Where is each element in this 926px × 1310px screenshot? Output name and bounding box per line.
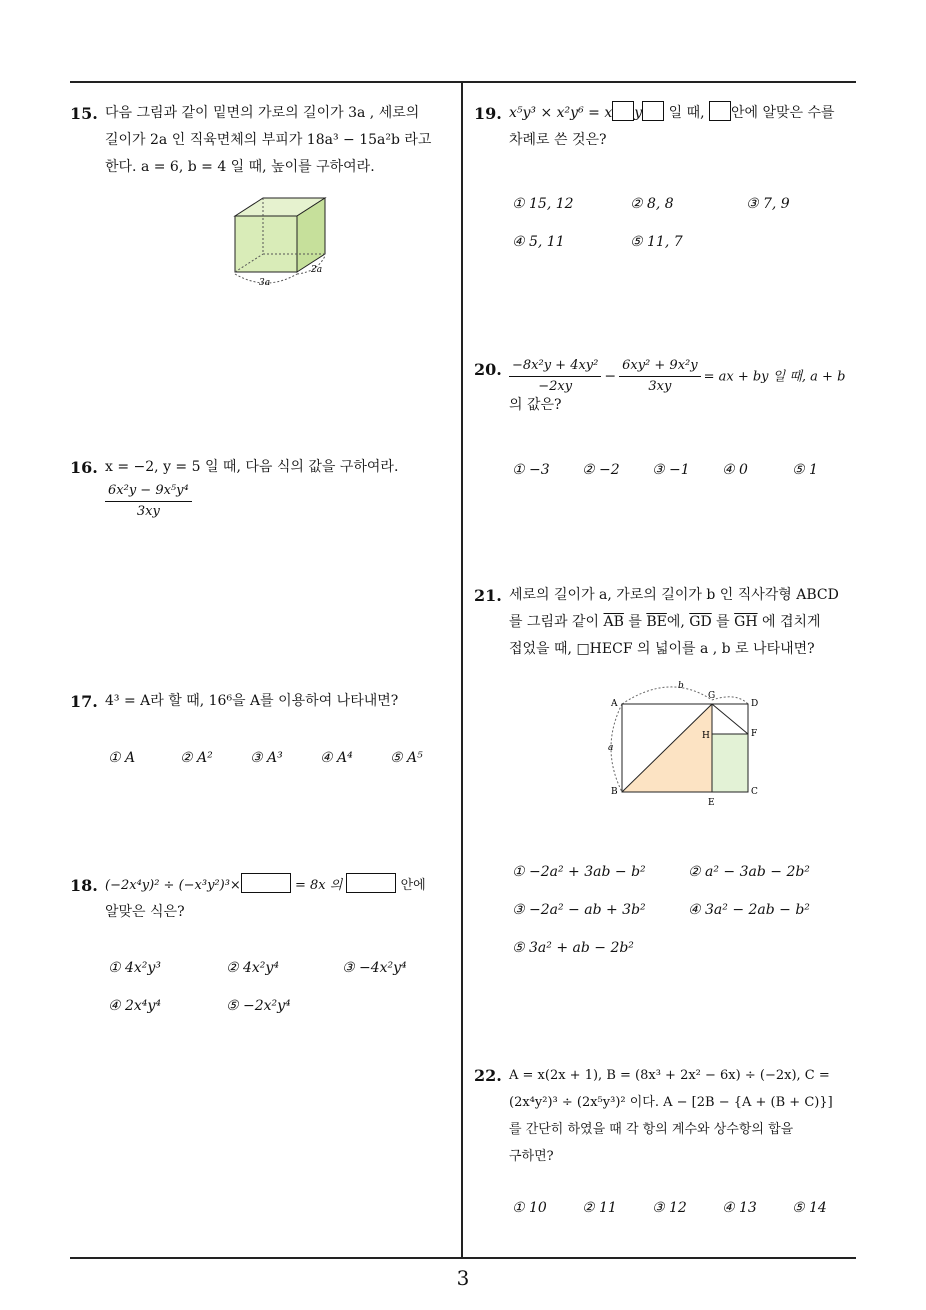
arc-b bbox=[622, 687, 712, 704]
problem-text-line: A = x(2x + 1), B = (8x³ + 2x² − 6x) ÷ (−2x), C = bbox=[509, 1068, 830, 1083]
choice-5[interactable]: ⑤ 11, 7 bbox=[630, 234, 683, 250]
point-e: E bbox=[708, 798, 715, 808]
problem-number: 20. bbox=[474, 360, 502, 379]
bottom-rule bbox=[70, 1257, 856, 1259]
choice-5[interactable]: ⑤ A⁵ bbox=[390, 750, 423, 766]
expression: (−2x⁴y)² ÷ (−x³y²)³× bbox=[105, 878, 241, 893]
problem-number: 22. bbox=[474, 1066, 502, 1085]
fold-gf bbox=[712, 704, 748, 734]
problem-text: 를 그림과 같이 bbox=[509, 614, 600, 630]
problem-text: 일 때, bbox=[668, 105, 705, 121]
top-rule bbox=[70, 81, 856, 83]
problem-text-line: 알맞은 식은? bbox=[105, 904, 185, 920]
problem-text-line: 다음 그림과 같이 밑면의 가로의 길이가 3a , 세로의 bbox=[105, 105, 420, 121]
segment-ab: $\overline{AB}$ bbox=[603, 614, 624, 630]
problem-text-line: 를 간단히 하였을 때 각 항의 계수와 상수항의 합을 bbox=[509, 1122, 794, 1137]
problem-16 bbox=[70, 454, 460, 522]
column-divider bbox=[461, 82, 463, 1257]
expression: y bbox=[634, 105, 643, 121]
choice-3[interactable]: ③ −1 bbox=[652, 462, 690, 478]
problem-text: 를 bbox=[716, 614, 730, 630]
problem-text-line: 세로의 길이가 a, 가로의 길이가 b 인 직사각형 ABCD bbox=[509, 587, 839, 603]
problem-text: 에, bbox=[666, 614, 685, 630]
point-c: C bbox=[751, 787, 758, 797]
problem-number: 15. bbox=[70, 104, 98, 123]
label-a: a bbox=[608, 743, 614, 753]
problem-19 bbox=[474, 100, 864, 154]
choice-3[interactable]: ③ −2a² − ab + 3b² bbox=[512, 902, 646, 918]
problem-20 bbox=[474, 356, 864, 419]
choice-5[interactable]: ⑤ −2x²y⁴ bbox=[226, 998, 291, 1014]
choice-1[interactable]: ① −3 bbox=[512, 462, 550, 478]
choice-4[interactable]: ④ 2x⁴y⁴ bbox=[108, 998, 161, 1014]
answer-blank-box bbox=[612, 101, 634, 121]
problem-22 bbox=[474, 1062, 864, 1170]
problem-text-line: 길이가 2a 인 직육면체의 부피가 18a³ − 15a²b 라고 bbox=[105, 132, 432, 148]
problem-text-line: 구하면? bbox=[509, 1149, 554, 1164]
problem-text: 안에 bbox=[400, 878, 426, 893]
expression: x⁵y³ × x²y⁶ = x bbox=[509, 105, 613, 121]
problem-number: 19. bbox=[474, 104, 502, 123]
problem-number: 21. bbox=[474, 586, 502, 605]
problem-15 bbox=[70, 100, 460, 181]
choice-1[interactable]: ① 10 bbox=[512, 1200, 547, 1216]
cuboid-figure bbox=[225, 192, 335, 287]
choice-4[interactable]: ④ 0 bbox=[722, 462, 748, 478]
choice-3[interactable]: ③ A³ bbox=[250, 750, 283, 766]
point-a: A bbox=[611, 699, 618, 709]
expression: = 8x 의 bbox=[294, 878, 343, 893]
width-label: 3a bbox=[259, 278, 271, 287]
choice-3[interactable]: ③ −4x²y⁴ bbox=[342, 960, 407, 976]
choice-1[interactable]: ① −2a² + 3ab − b² bbox=[512, 864, 646, 880]
problem-text: 를 bbox=[628, 614, 642, 630]
expression-fraction bbox=[509, 356, 601, 397]
problem-text-line: x = −2, y = 5 일 때, 다음 식의 값을 구하여라. bbox=[105, 459, 399, 475]
depth-label: 2a bbox=[311, 265, 323, 275]
problem-text-line: 차례로 쓴 것은? bbox=[509, 132, 607, 148]
fraction-numerator: 6x²y − 9x⁵y⁴ bbox=[105, 481, 192, 502]
problem-text: 안에 알맞은 수를 bbox=[731, 105, 835, 121]
rect-hecf bbox=[712, 734, 748, 792]
rectangle-fold-figure bbox=[600, 678, 770, 812]
point-g: G bbox=[708, 691, 716, 701]
problem-17 bbox=[70, 688, 460, 715]
expression-fraction bbox=[105, 481, 192, 522]
point-b: B bbox=[611, 787, 618, 797]
segment-gd: $\overline{GD}$ bbox=[689, 614, 712, 630]
minus-sign: − bbox=[604, 368, 617, 385]
problem-text-line: 한다. a = 6, b = 4 일 때, 높이를 구하여라. bbox=[105, 159, 375, 175]
problem-number: 18. bbox=[70, 876, 98, 895]
answer-blank-box bbox=[346, 873, 396, 893]
answer-blank-box bbox=[642, 101, 664, 121]
choice-1[interactable]: ① 15, 12 bbox=[512, 196, 574, 212]
choice-1[interactable]: ① A bbox=[108, 750, 136, 766]
problem-text-line: 접었을 때, □HECF 의 넓이를 a , b 로 나타내면? bbox=[509, 641, 815, 657]
cuboid-front-face bbox=[235, 216, 297, 272]
choice-2[interactable]: ② 4x²y⁴ bbox=[226, 960, 279, 976]
choice-4[interactable]: ④ 5, 11 bbox=[512, 234, 565, 250]
choice-4[interactable]: ④ 13 bbox=[722, 1200, 757, 1216]
answer-blank-box bbox=[241, 873, 291, 893]
point-d: D bbox=[751, 699, 759, 709]
problem-text: 에 겹치게 bbox=[762, 614, 821, 630]
segment-gh: $\overline{GH}$ bbox=[734, 614, 758, 630]
problem-18 bbox=[70, 872, 460, 926]
choice-5[interactable]: ⑤ 14 bbox=[792, 1200, 827, 1216]
page-number: 3 bbox=[456, 1266, 470, 1290]
point-h: H bbox=[702, 731, 710, 741]
choice-3[interactable]: ③ 7, 9 bbox=[746, 196, 790, 212]
fraction-numerator: 6xy² + 9x²y bbox=[619, 356, 700, 377]
choice-2[interactable]: ② −2 bbox=[582, 462, 620, 478]
point-f: F bbox=[751, 729, 758, 739]
choice-3[interactable]: ③ 12 bbox=[652, 1200, 687, 1216]
problem-text-line: 4³ = A라 할 때, 16⁶을 A를 이용하여 나타내면? bbox=[105, 693, 399, 709]
problem-number: 17. bbox=[70, 692, 98, 711]
fraction-numerator: −8x²y + 4xy² bbox=[509, 356, 601, 377]
expression: = ax + by 일 때, a + b bbox=[703, 369, 846, 385]
choice-4[interactable]: ④ A⁴ bbox=[320, 750, 353, 766]
label-b: b bbox=[678, 681, 684, 691]
problem-text-line: (2x⁴y²)³ ÷ (2x⁵y³)² 이다. A − [2B − {A + (B + C)}] bbox=[509, 1095, 833, 1110]
fraction-denominator: 3xy bbox=[136, 504, 160, 519]
choice-2[interactable]: ② A² bbox=[180, 750, 213, 766]
arc-b2 bbox=[712, 697, 748, 704]
problem-number: 16. bbox=[70, 458, 98, 477]
choice-2[interactable]: ② 8, 8 bbox=[630, 196, 674, 212]
choice-1[interactable]: ① 4x²y³ bbox=[108, 960, 161, 976]
segment-be: $\overline{BE}$ bbox=[646, 614, 667, 630]
expression-fraction bbox=[619, 356, 700, 397]
choice-5[interactable]: ⑤ 1 bbox=[792, 462, 818, 478]
choice-2[interactable]: ② a² − 3ab − 2b² bbox=[688, 864, 810, 880]
choice-4[interactable]: ④ 3a² − 2ab − b² bbox=[688, 902, 810, 918]
answer-blank-box bbox=[709, 101, 731, 121]
fraction-denominator: −2xy bbox=[538, 379, 573, 394]
problem-21 bbox=[474, 582, 864, 663]
choice-2[interactable]: ② 11 bbox=[582, 1200, 617, 1216]
problem-text-line: 의 값은? bbox=[509, 397, 562, 413]
fraction-denominator: 3xy bbox=[648, 379, 672, 394]
choice-5[interactable]: ⑤ 3a² + ab − 2b² bbox=[512, 940, 634, 956]
